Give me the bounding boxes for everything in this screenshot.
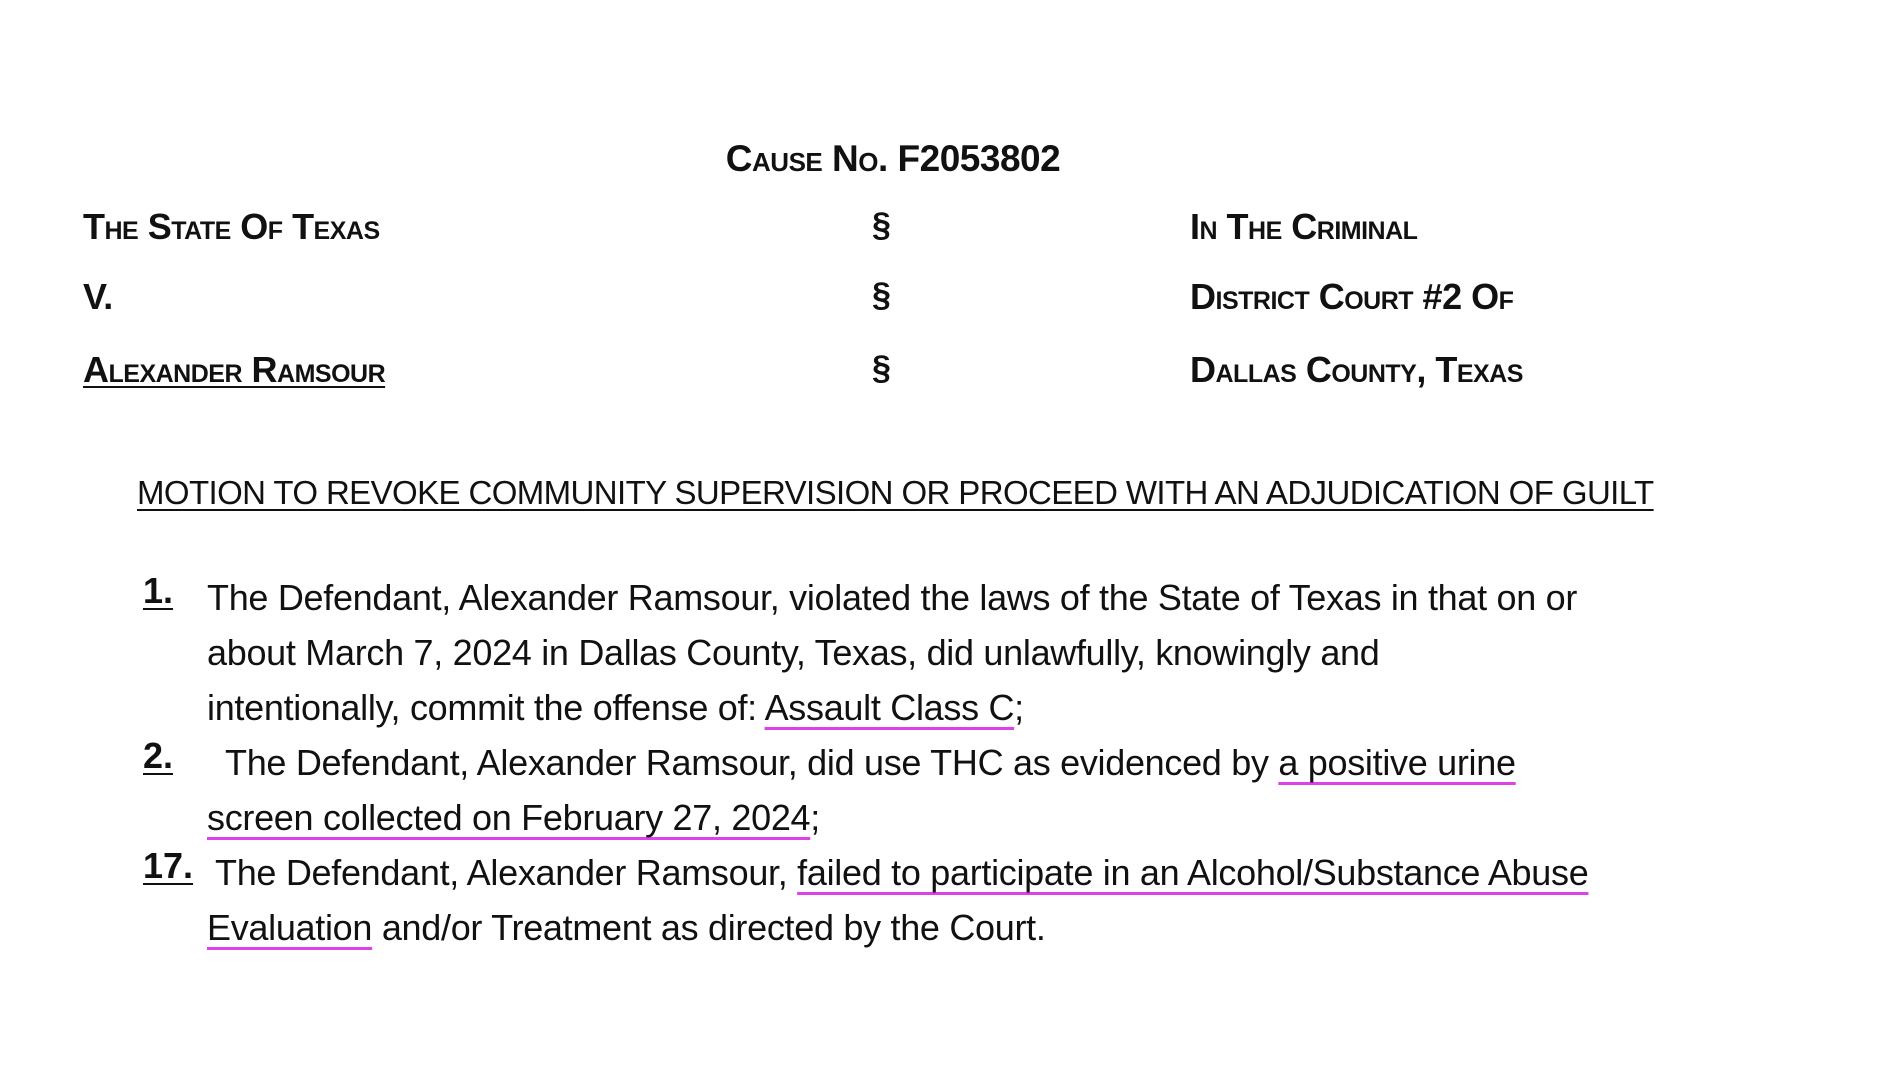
item-line (207, 735, 1727, 790)
highlighted-evidence: a positive urine (1278, 742, 1516, 783)
item-line-suffix: ; (810, 797, 820, 838)
item-line (207, 845, 1727, 900)
cause-number: Cause No. F2053802 (725, 138, 1061, 179)
item-line (207, 680, 1727, 735)
highlighted-violation: Evaluation (207, 907, 373, 948)
section-symbol: § (872, 276, 891, 314)
item-line (207, 900, 1727, 955)
item-number: 2. (143, 735, 174, 776)
item-text (207, 845, 1727, 955)
caption-court-line-2: District Court #2 Of (1190, 276, 1514, 317)
item-line-prefix: The Defendant, Alexander Ramsour, did use THC as evidenced by (225, 742, 1279, 783)
highlighted-offense: Assault Class C (764, 687, 1015, 728)
item-text (207, 570, 1727, 735)
item-line-suffix: ; (1014, 687, 1024, 728)
section-symbol: § (872, 349, 891, 387)
item-line (207, 790, 1727, 845)
caption-court-line-1: In The Criminal (1190, 206, 1418, 247)
item-number: 1. (143, 570, 174, 611)
caption-party-defendant: Alexander Ramsour (83, 349, 386, 390)
highlighted-evidence: screen collected on February 27, 2024 (207, 797, 811, 838)
caption-party-state: The State Of Texas (83, 206, 380, 247)
section-symbol: § (872, 206, 891, 244)
item-line: The Defendant, Alexander Ramsour, violated the laws of the State of Texas in that on or (207, 577, 1578, 618)
item-line: about March 7, 2024 in Dallas County, Texas, did unlawfully, knowingly and (207, 632, 1380, 673)
caption-versus: V. (83, 276, 113, 317)
caption-court-line-3: Dallas County, Texas (1190, 349, 1523, 390)
item-number: 17. (143, 845, 194, 886)
item-text (207, 735, 1727, 845)
item-line-prefix: intentionally, commit the offense of: (207, 687, 765, 728)
caption-row-1 (0, 206, 1882, 256)
highlighted-violation: failed to participate in an Alcohol/Substance Abuse (797, 852, 1589, 893)
motion-title: MOTION TO REVOKE COMMUNITY SUPERVISION OR PROCEED WITH AN ADJUDICATION OF GUILT (137, 474, 1654, 511)
item-line-suffix: and/or Treatment as directed by the Court. (372, 907, 1046, 948)
caption-row-2 (0, 276, 1882, 326)
item-line-prefix: The Defendant, Alexander Ramsour, (215, 852, 798, 893)
caption-row-3 (0, 349, 1882, 399)
